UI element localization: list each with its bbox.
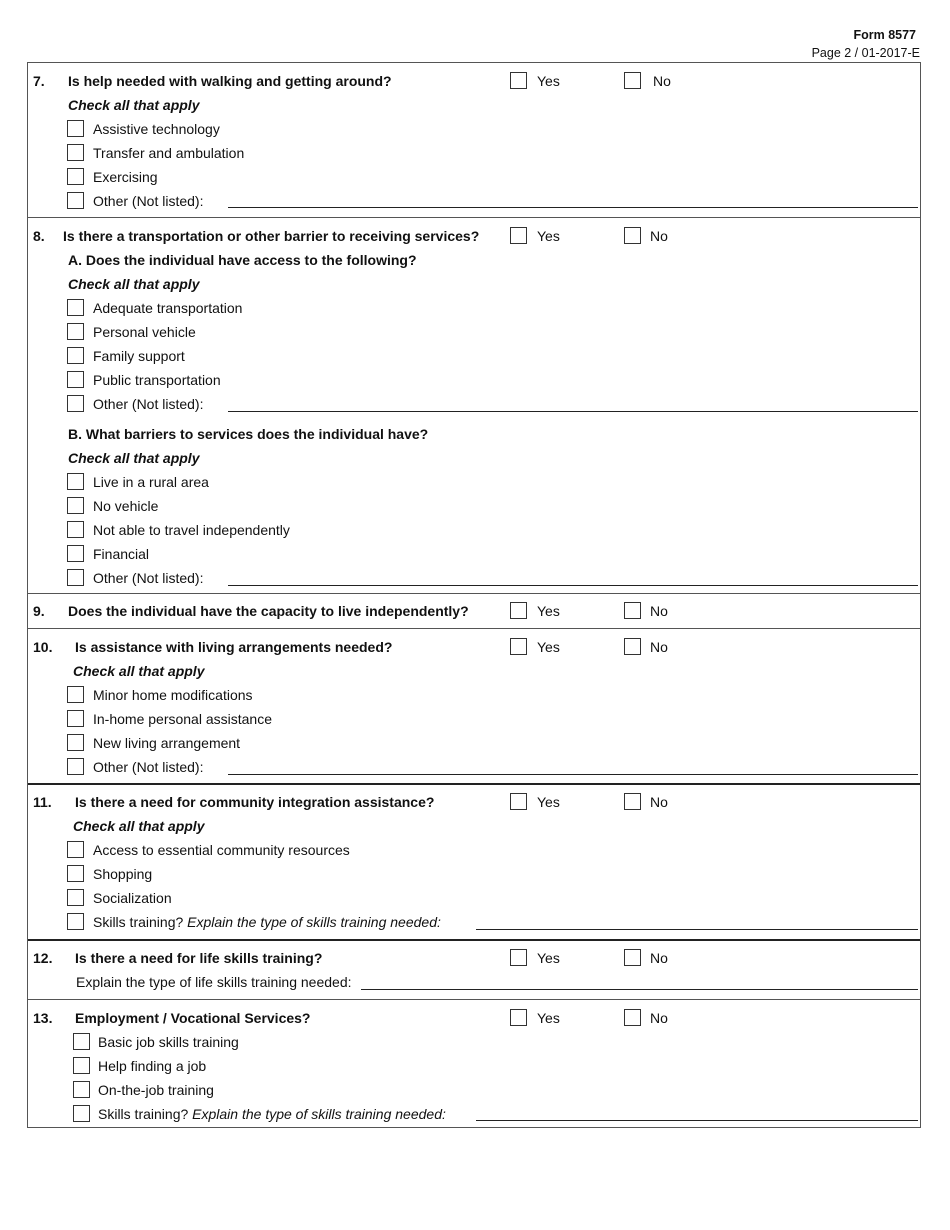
q8-part-a-title: A. Does the individual have access to the following?	[68, 252, 417, 268]
q8b-option-label: Other (Not listed):	[93, 570, 204, 586]
question-13-number: 13.	[33, 1010, 53, 1026]
q10-other-input-line[interactable]	[228, 774, 918, 775]
question-8-number: 8.	[33, 228, 45, 244]
q7-option-label: Assistive technology	[93, 121, 220, 137]
q10-yes-label: Yes	[537, 639, 560, 655]
q10-option-checkbox[interactable]	[67, 686, 84, 703]
q13-option-label: Help finding a job	[98, 1058, 207, 1074]
q8b-option-checkbox[interactable]	[67, 545, 84, 562]
q8a-option-checkbox[interactable]	[67, 395, 84, 412]
question-11-text: Is there a need for community integration assistance?	[75, 794, 435, 810]
q10-instruction: Check all that apply	[73, 663, 205, 679]
q11-skills-label-text: Skills training?	[93, 914, 184, 930]
q10-option-label: New living arrangement	[93, 735, 241, 751]
q10-no-label: No	[650, 639, 668, 655]
q13-option-checkbox[interactable]	[73, 1081, 90, 1098]
q11-no-checkbox[interactable]	[624, 793, 641, 810]
q13-option-label: On-the-job training	[98, 1082, 214, 1098]
q8a-option-label: Adequate transportation	[93, 300, 243, 316]
q8b-option-label: Not able to travel independently	[93, 522, 290, 538]
q10-yes-checkbox[interactable]	[510, 638, 527, 655]
q8-yes-checkbox[interactable]	[510, 227, 527, 244]
q8-part-a-instruction: Check all that apply	[68, 276, 200, 292]
question-10-number: 10.	[33, 639, 53, 655]
q11-instruction: Check all that apply	[73, 818, 205, 834]
q11-option-checkbox[interactable]	[67, 865, 84, 882]
q12-no-checkbox[interactable]	[624, 949, 641, 966]
q10-option-label: Minor home modifications	[93, 687, 253, 703]
q7-no-label: No	[653, 73, 671, 89]
q11-no-label: No	[650, 794, 668, 810]
q7-option-checkbox[interactable]	[67, 192, 84, 209]
q13-yes-checkbox[interactable]	[510, 1009, 527, 1026]
question-8-section	[28, 218, 920, 594]
q9-no-label: No	[650, 603, 668, 619]
q10-option-label: Other (Not listed):	[93, 759, 204, 775]
question-7-number: 7.	[33, 73, 45, 89]
form-number: Form 8577	[853, 28, 916, 42]
question-7-text: Is help needed with walking and getting around?	[68, 73, 392, 89]
q7-option-label: Other (Not listed):	[93, 193, 204, 209]
q8a-option-checkbox[interactable]	[67, 371, 84, 388]
q9-no-checkbox[interactable]	[624, 602, 641, 619]
q13-skills-label	[98, 1106, 446, 1122]
q8a-option-checkbox[interactable]	[67, 299, 84, 316]
q7-other-input-line[interactable]	[228, 207, 918, 208]
q7-yes-label: Yes	[537, 73, 560, 89]
q8b-option-label: Live in a rural area	[93, 474, 209, 490]
q8a-option-checkbox[interactable]	[67, 347, 84, 364]
q8a-option-label: Public transportation	[93, 372, 221, 388]
q13-option-checkbox[interactable]	[73, 1057, 90, 1074]
q8b-option-checkbox[interactable]	[67, 497, 84, 514]
question-10-text: Is assistance with living arrangements needed?	[75, 639, 393, 655]
q11-skills-input-line[interactable]	[476, 929, 918, 930]
q12-yes-checkbox[interactable]	[510, 949, 527, 966]
q8a-option-checkbox[interactable]	[67, 323, 84, 340]
q8-no-label: No	[650, 228, 668, 244]
q7-option-checkbox[interactable]	[67, 144, 84, 161]
q9-yes-checkbox[interactable]	[510, 602, 527, 619]
q8b-option-label: No vehicle	[93, 498, 159, 514]
question-12-text: Is there a need for life skills training?	[75, 950, 323, 966]
q9-yes-label: Yes	[537, 603, 560, 619]
q8a-option-label: Other (Not listed):	[93, 396, 204, 412]
q7-option-checkbox[interactable]	[67, 120, 84, 137]
q11-skills-explain: Explain the type of skills training needed:	[187, 914, 441, 930]
question-10-section	[28, 629, 920, 785]
question-8-text: Is there a transportation or other barrier to receiving services?	[63, 228, 480, 244]
q13-skills-explain: Explain the type of skills training needed:	[192, 1106, 446, 1122]
q11-option-label: Shopping	[93, 866, 153, 882]
q8b-option-checkbox[interactable]	[67, 473, 84, 490]
q8b-option-checkbox[interactable]	[67, 521, 84, 538]
q7-yes-checkbox[interactable]	[510, 72, 527, 89]
q11-yes-checkbox[interactable]	[510, 793, 527, 810]
question-13-section	[28, 1000, 920, 1129]
q7-no-checkbox[interactable]	[624, 72, 641, 89]
q11-yes-label: Yes	[537, 794, 560, 810]
q8a-option-label: Personal vehicle	[93, 324, 196, 340]
question-12-section	[28, 941, 920, 1000]
q11-option-checkbox[interactable]	[67, 841, 84, 858]
q7-option-label: Exercising	[93, 169, 158, 185]
q8a-option-label: Family support	[93, 348, 185, 364]
q13-option-label: Basic job skills training	[98, 1034, 239, 1050]
q12-explain-input-line[interactable]	[361, 989, 918, 990]
question-11-section	[28, 785, 920, 941]
q10-no-checkbox[interactable]	[624, 638, 641, 655]
q13-no-checkbox[interactable]	[624, 1009, 641, 1026]
q8b-option-checkbox[interactable]	[67, 569, 84, 586]
q7-instruction: Check all that apply	[68, 97, 200, 113]
q7-option-label: Transfer and ambulation	[93, 145, 245, 161]
q11-option-label: Access to essential community resources	[93, 842, 350, 858]
q12-explain-label: Explain the type of life skills training needed:	[76, 974, 352, 990]
q12-no-label: No	[650, 950, 668, 966]
question-9-section	[28, 594, 920, 629]
form-body	[27, 62, 921, 1128]
q10-option-checkbox[interactable]	[67, 710, 84, 727]
q13-yes-label: Yes	[537, 1010, 560, 1026]
q13-option-checkbox[interactable]	[73, 1105, 90, 1122]
q8-yes-label: Yes	[537, 228, 560, 244]
q10-option-label: In-home personal assistance	[93, 711, 272, 727]
q12-yes-label: Yes	[537, 950, 560, 966]
q10-option-checkbox[interactable]	[67, 758, 84, 775]
q13-skills-label-text: Skills training?	[98, 1106, 189, 1122]
q8-no-checkbox[interactable]	[624, 227, 641, 244]
q8b-other-input-line[interactable]	[228, 585, 918, 586]
q7-option-checkbox[interactable]	[67, 168, 84, 185]
q8b-option-label: Financial	[93, 546, 150, 562]
question-13-text: Employment / Vocational Services?	[75, 1010, 311, 1026]
q8-part-b-instruction: Check all that apply	[68, 450, 200, 466]
question-11-number: 11.	[33, 794, 52, 810]
q8-part-b-title: B. What barriers to services does the individual have?	[68, 426, 429, 442]
q11-option-checkbox[interactable]	[67, 913, 84, 930]
q8a-other-input-line[interactable]	[228, 411, 918, 412]
question-7-section	[28, 63, 920, 218]
q11-skills-label	[93, 914, 441, 930]
q13-no-label: No	[650, 1010, 668, 1026]
q11-option-label: Socialization	[93, 890, 172, 906]
question-12-number: 12.	[33, 950, 53, 966]
q13-option-checkbox[interactable]	[73, 1033, 90, 1050]
q11-option-checkbox[interactable]	[67, 889, 84, 906]
q13-skills-input-line[interactable]	[476, 1120, 918, 1121]
question-9-text: Does the individual have the capacity to live independently?	[68, 603, 469, 619]
page-info: Page 2 / 01-2017-E	[811, 46, 920, 60]
q10-option-checkbox[interactable]	[67, 734, 84, 751]
question-9-number: 9.	[33, 603, 45, 619]
